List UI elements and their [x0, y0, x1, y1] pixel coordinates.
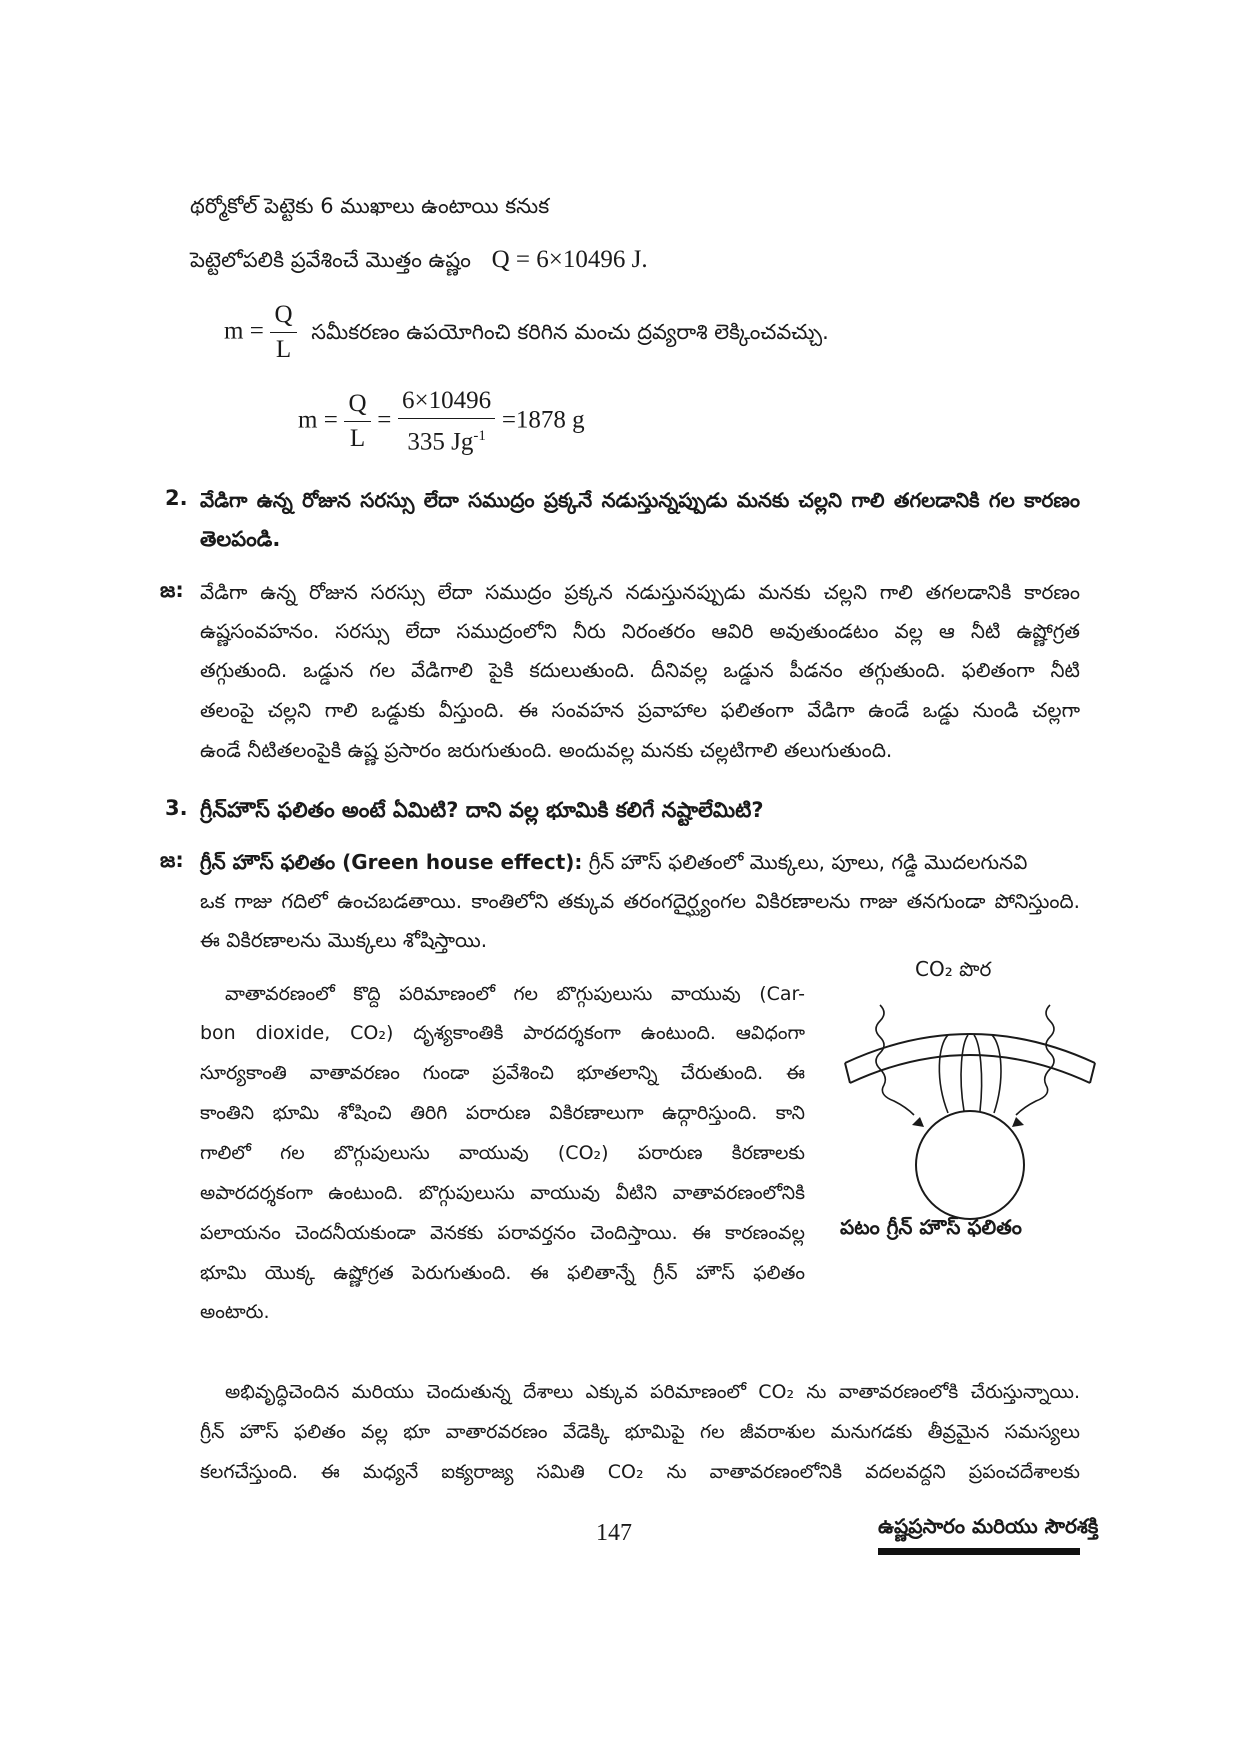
eq2-numerator-1: Q	[344, 387, 370, 422]
q3-number: 3.	[165, 796, 188, 820]
sunlight-ray	[992, 1035, 1001, 1113]
a2-line: వేడిగా ఉన్న రోజున సరస్సు లేదా సముద్రం ప్రక్కన నడుస్తునప్పుడు మనకు చల్లని గాలి తగలడానికి కారణం	[200, 580, 1080, 604]
intro-line-2	[190, 246, 648, 274]
eq1-denominator: L	[275, 336, 292, 363]
a3-marker: జ:	[160, 848, 184, 872]
a2-line: ఉష్ణసంవహనం. సరస్సు లేదా సముద్రంలోని నీరు నిరంతరం ఆవిరి అవుతుండటం వల్ల ఆ నీటి ఉష్ణోగ్రత	[200, 619, 1080, 643]
eq2-denominator-2-sup: -1	[473, 428, 486, 444]
q2-number: 2.	[165, 486, 188, 510]
eq1-lhs: m =	[224, 317, 264, 345]
eq2-denominator-2	[398, 419, 495, 459]
intro-line-2-formula: Q = 6×10496 J.	[491, 246, 648, 273]
a2-line: తగ్గుతుంది. ఒడ్డున గల వేడిగాలి పైకి కదులుతుంది. దీనివల్ల ఒడ్డున పీడనం తగ్గుతుంది. ఫలితంగా నీటి	[200, 658, 1080, 682]
para2-line: bon dioxide, CO₂) దృశ్యకాంతికి పారదర్శకంగా ఉంటుంది. ఆవిధంగా	[200, 1022, 805, 1044]
a3-line-2: ఒక గాజు గదిలో ఉంచబడతాయి. కాంతిలోని తక్కువ తరంగదైర్ఘ్యంగల వికిరణాలను గాజు తనగుండా పోనిస్తుంది.	[200, 889, 1080, 913]
co2-layer-right-end	[1090, 1063, 1095, 1083]
page-number: 147	[596, 1520, 632, 1546]
eq2-result: =1878 g	[501, 406, 585, 434]
eq2-fraction-2	[398, 384, 495, 459]
a2-marker: జ:	[160, 578, 184, 602]
q2-line-2: తెలపండి.	[200, 527, 281, 551]
greenhouse-diagram	[840, 985, 1100, 1225]
figure-top-label: CO₂ పొర	[915, 957, 992, 981]
eq2-equals: =	[377, 406, 392, 434]
arrow-head-right	[1012, 1117, 1024, 1127]
eq2-lhs: m =	[298, 406, 338, 434]
intro-line-1: థర్మోకోల్ పెట్టెకు 6 ముఖాలు ఉంటాయి కనుక	[190, 194, 550, 218]
eq2-denominator-2-base: 335 Jg	[407, 428, 474, 456]
eq1-fraction	[270, 298, 296, 367]
eq2-fraction-1	[344, 387, 370, 456]
para2-line: భూమి యొక్క ఉష్ణోగ్రత పెరుగుతుంది. ఈ ఫలితాన్నే గ్రీన్ హౌస్ ఫలితం	[200, 1262, 805, 1284]
a3-line-1-rest: గ్రీన్ హౌస్ ఫలితంలో మొక్కలు, పూలు, గడ్డి మొదలగునవి	[588, 850, 1028, 874]
intro-line-2-text: పెట్టెలోపలికి ప్రవేశించే మొత్తం ఉష్ణం	[190, 248, 471, 272]
a3-line-3: ఈ వికిరణాలను మొక్కలు శోషిస్తాయి.	[200, 928, 488, 952]
footer-rule	[878, 1548, 1080, 1555]
eq1-numerator: Q	[270, 298, 296, 333]
para2-line: సూర్యకాంతి వాతావరణం గుండా ప్రవేశించి భూతలాన్ని చేరుతుంది. ఈ	[200, 1062, 805, 1084]
chapter-title: ఉష్ణప్రసారం మరియు సౌరశక్తి	[878, 1514, 1099, 1538]
sunlight-ray	[939, 1035, 948, 1113]
eq2-denominator-1: L	[349, 425, 366, 453]
arrow-head-left	[912, 1117, 924, 1127]
para2-line: పలాయనం చెందనీయకుండా వెనకకు పరావర్తనం చెందిస్తాయి. ఈ కారణంవల్ల	[200, 1222, 805, 1244]
para2-line: గాలిలో గల బొగ్గుపులుసు వాయువు (CO₂) పరారుణ కిరణాలకు	[200, 1142, 805, 1164]
equation-1	[224, 298, 829, 367]
para2-line: అపారదర్శకంగా ఉంటుంది. బొగ్గుపులుసు వాయువు వీటిని వాతావరణంలోనికి	[200, 1182, 805, 1204]
earth-circle	[916, 1111, 1024, 1219]
para3-line: గ్రీన్ హౌస్ ఫలితం వల్ల భూ వాతారవరణం వేడెక్కి భూమిపై గల జీవరాశుల మనుగడకు తీవ్రమైన సమస్యలు	[200, 1421, 1080, 1443]
para2-line: అంటారు.	[200, 1301, 270, 1323]
q2-line-1: వేడిగా ఉన్న రోజున సరస్సు లేదా సముద్రం ప్రక్కనే నడుస్తున్నప్పుడు మనకు చల్లని గాలి తగలడానికి గల కారణం	[200, 488, 1080, 512]
eq1-text: సమీకరణం ఉపయోగించి కరిగిన మంచు ద్రవ్యరాశి లెక్కించవచ్చు.	[311, 319, 829, 344]
infrared-wave-left	[876, 1005, 914, 1115]
para2-line: కాంతిని భూమి శోషించి తిరిగి పరారుణ వికిరణాలుగా ఉద్గారిస్తుంది. కాని	[200, 1102, 805, 1124]
equation-2	[298, 384, 585, 459]
para2-line: వాతావరణంలో కొద్ది పరిమాణంలో గల బొగ్గుపులుసు వాయువు (Car-	[225, 983, 805, 1005]
sunlight-ray	[974, 1035, 982, 1111]
sunlight-ray	[961, 1035, 968, 1111]
a2-line: తలంపై చల్లని గాలి ఒడ్డుకు వీస్తుంది. ఈ సంవహన ప్రవాహాల ఫలితంగా వేడిగా ఉండే ఒడ్డు నుండి చల్లగా	[200, 698, 1080, 722]
q3-text: గ్రీన్‌హౌస్ ఫలితం అంటే ఏమిటి? దాని వల్ల భూమికి కలిగే నష్టాలేమిటి?	[200, 798, 764, 822]
eq2-numerator-2: 6×10496	[398, 384, 495, 419]
a2-line: ఉండే నీటితలంపైకి ఉష్ణ ప్రసారం జరుగుతుంది. అందువల్ల మనకు చల్లటిగాలి తలుగుతుంది.	[200, 738, 893, 762]
para3-line: అభివృద్ధిచెందిన మరియు చెందుతున్న దేశాలు ఎక్కువ పరిమాణంలో CO₂ ను వాతావరణంలోకి చేరుస్తున్నాయి.	[225, 1381, 1080, 1403]
a3-heading: గ్రీన్ హౌస్ ఫలితం (Green house effect):	[200, 850, 583, 874]
para3-line: కలగచేస్తుంది. ఈ మధ్యనే ఐక్యరాజ్య సమితి CO₂ ను వాతావరణంలోనికి వదలవద్దని ప్రపంచదేశాలకు	[200, 1461, 1080, 1483]
co2-layer-left-end	[845, 1063, 850, 1083]
a3-line-1	[200, 848, 1027, 876]
figure-caption: పటం గ్రీన్ హౌస్ ఫలితం	[840, 1215, 1022, 1239]
greenhouse-figure	[840, 955, 1100, 1240]
